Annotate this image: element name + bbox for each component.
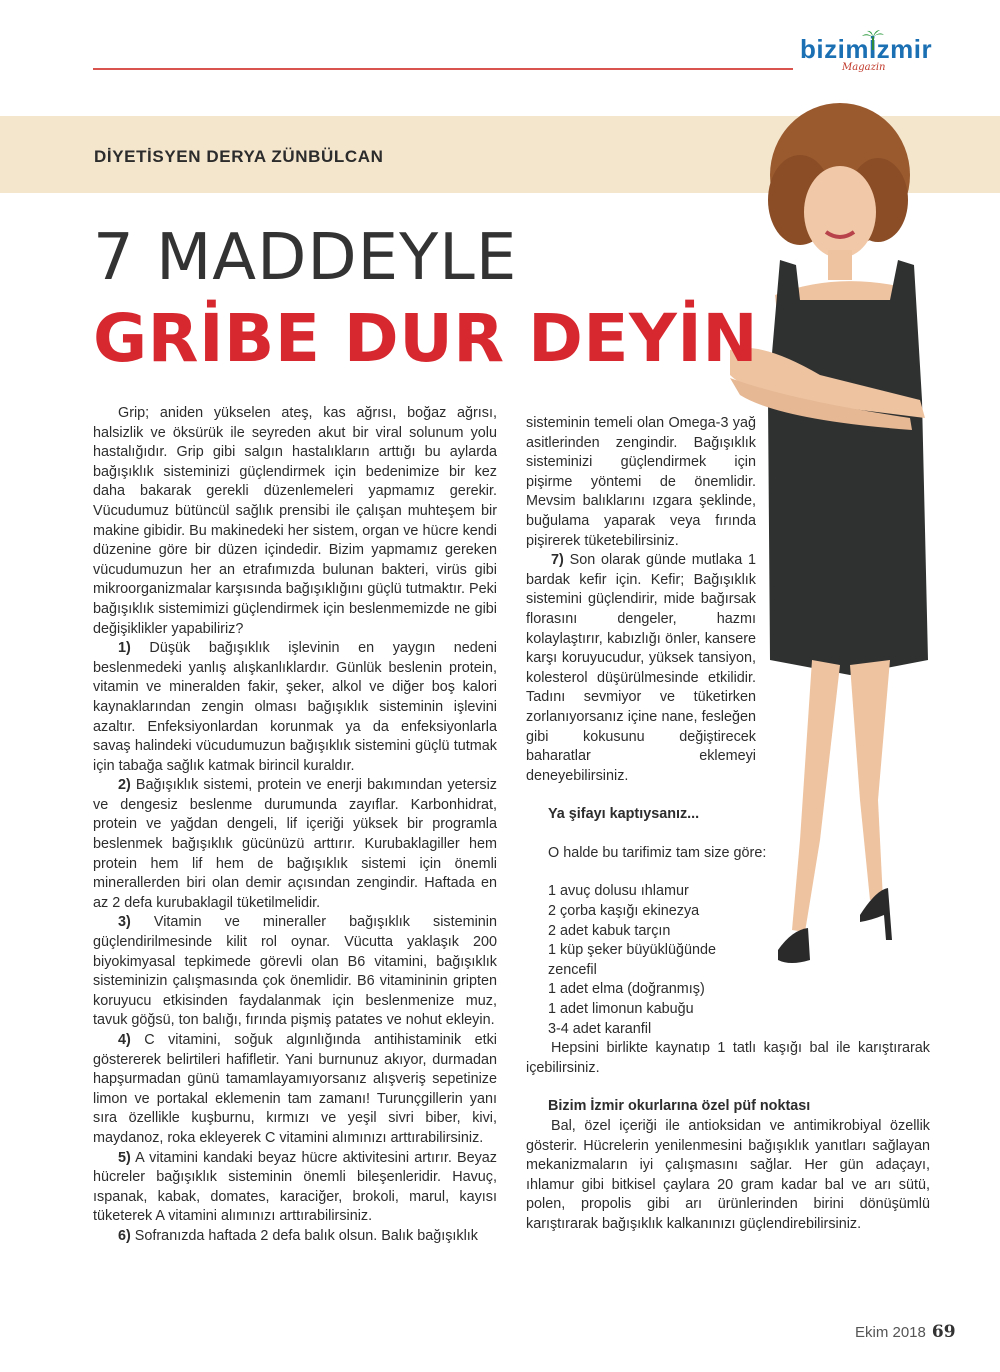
point-6 (93, 1227, 497, 1247)
list-item: 1 adet elma (doğranmış) (548, 981, 705, 998)
point-number: 4) (118, 1032, 131, 1048)
point-3 (93, 913, 497, 1031)
point-text: A vitamini kandaki beyaz hücre aktivitesini artırır. Beyaz hücreler bağışıklık sisteminin önemli bileşenleridir. Havuç, ıspanak, kabak, domates, karaciğer, brokoli, marul, kayısı tüketerek A vitamini alımınızı arttırabilirsiniz. (93, 1149, 497, 1225)
header-rule (93, 68, 793, 70)
point-number: 1) (118, 640, 131, 657)
logo-text: bizimİzmir (800, 34, 933, 64)
point-number: 3) (118, 914, 131, 931)
tip-heading: Bizim İzmir okurlarına özel püf noktası (548, 1098, 811, 1115)
list-item: 1 küp şeker büyüklüğünde (548, 942, 717, 959)
point-number: 2) (118, 777, 131, 794)
logo-subtitle: Magazin (842, 62, 886, 73)
recipe-outro: Hepsini birlikte kaynatıp 1 tatlı kaşığı bal ile karıştırarak içebilirsiniz. (526, 1040, 930, 1076)
point-text: Vitamin ve mineraller bağışıklık sisteminin güçlendirilmesinde kilit rol oynar. Vücutta yaklaşık 200 biyokimyasal tepkimede görevli olan B6 vitamini, bağışıklık sisteminizin çalışmasında çok önemlidir. B6 vitamininin gripten koruyucu etkisinden faydalanmak için beslenmenize muz, tavuk göğsü, ton balığı, fırında pişmiş patates ve nohut ekleyin. (93, 914, 497, 1029)
intro-paragraph: Grip; aniden yükselen ateş, kas ağrısı, boğaz ağrısı, halsizlik ve öksürük ile seyreden akut bir viral solunum yolu hastalığıdır. Grip gibi salgın hastalıkların arttığı bu aylarda bağışıklık sisteminizi güçlendirmek için bedenimize bir kez daha bakarak gerekli düzenlemeleri yapmamız gerekir. Vücudumuz bütüncül sağlık prensibi ile çalışan muhteşem bir makine gibidir. Bu makinedeki her sistem, organ ve hücre kendi düzenine göre bir düzen içindedir. Bizim yapmamız gereken vücudumuzun her an etrafımızda bulunan bakteri, virüs gibi mikroorganizmalar karşısında bağışıklığını güçlü tutmaktır. Peki bağışıklık sistemimizi güçlendirmek için beslenmemizde ne gibi değişiklikler yapabiliriz? (93, 405, 497, 637)
recipe-heading: Ya şifayı kaptıysanız... (548, 806, 700, 823)
point-text: Düşük bağışıklık işlevinin en yaygın nedeni beslenmedeki yanlış alışkanlıklardır. Günlük beslenin protein, vitamin ve mineralden fakir, şeker, alkol ve diğer boş kalori kaynaklarından zengin olması bağışıklık sisteminin işlevini azaltır. Enfeksiyonlardan korunmak ya da enfeksiyonlarla savaş halindeki vücudumuzun bağışıklık sistemini güçlü tutmak için tabağa sağlık katmak birincil kuraldır. (93, 640, 497, 774)
page-footer (855, 1322, 956, 1342)
ingredient-list (526, 882, 930, 1039)
point-text: C vitamini, soğuk algınlığında antihistaminik etki göstererek belirtileri hafifletir. Yani burnunuz akıyor, durmadan hapşurmadan günü tamamlayamıyorsanız alışveriş sepetinize limon ve portakal eklemenin tam zamanı! Turunçgillerin yanı sıra özellikle kuşburnu, kırmızı ve yeşil sivri biber, kivi, maydanoz, roka ekleyerek C vitamini alımınızı arttırabilirsiniz. (93, 1032, 497, 1146)
page-number: 69 (931, 1322, 956, 1342)
point-number: 6) (118, 1227, 131, 1244)
point-2 (93, 776, 497, 913)
list-item: 3-4 adet karanfil (548, 1020, 652, 1037)
list-item: 2 çorba kaşığı ekinezya (548, 903, 700, 920)
point-number: 5) (118, 1149, 131, 1166)
list-item: 2 adet kabuk tarçın (548, 922, 671, 939)
point-text: Son olarak günde mutlaka 1 bardak kefir için. Kefir; Bağışıklık sistemini güçlendirir, mide bağırsak florasını dengeler, hazmı kolaylaştırır, kabızlığı önler, kansere karşı koruyucudur, yüksek tansiyon, kolesterol düşürülmesinde etkilidir. Tadını sevmiyor ve tüketirken zorlanıyorsanız içine nane, fesleğen gibi kokusunu değiştirecek baharatlar eklemeyi deneyebilirsiniz. (526, 552, 756, 784)
brand-logo[interactable] (800, 34, 940, 82)
author-name: DİYETİSYEN DERYA ZÜNBÜLCAN (94, 147, 384, 166)
point-text: Sofranızda haftada 2 defa balık olsun. Balık bağışıklık (130, 1227, 478, 1244)
point-4 (93, 1031, 497, 1149)
point-text: Bağışıklık sistemi, protein ve enerji bakımından yetersiz ve dengesiz beslenme durumunda zayıflar. Karbonhidrat, protein ve yağdan dengeli, lif içeriği yüksek bir programla beslenmek bağışıklık gücünüzü arttırır. Kurubaklagiller hem protein hem lif hem de bağışıklık sistemi için önemli minerallerden biri olan demir açısından zengindir. Haftada en az 2 defa kurubaklagil tüketilmelidir. (93, 777, 497, 911)
article-left-column (93, 404, 497, 1247)
article-right-column (526, 414, 930, 1235)
list-item: 1 adet limonun kabuğu (548, 1001, 694, 1018)
tip-text: Bal, özel içeriği ile antioksidan ve antimikrobiyal özellik gösterir. Hücrelerin yenilenmesini bağışıklık yanıtları sağlayan mekanizmaların iyi çalışmasını sağlar. Her gün adaçayı, ıhlamur gibi bitkisel çaylara 20 gram kadar bal ve arı sütü, polen, propolis gibi arı ürünlerinden birini dönüşümlü karıştırarak bağışıklık kalkanınızı güçlendirebilirsiniz. (526, 1118, 930, 1232)
point-6-continued: sisteminin temeli olan Omega-3 yağ asitlerinden zengindir. Bağışıklık sisteminizi güçlendirmek için pişirme yöntemi de önemlidir. Mevsim balıklarını ızgara şeklinde, buğulama yaparak veya fırında pişirerek tüketebilirsiniz. (526, 415, 756, 549)
recipe-intro: O halde bu tarifimiz tam size göre: (548, 844, 767, 861)
point-1 (93, 639, 497, 776)
point-5 (93, 1149, 497, 1227)
point-7 (526, 551, 756, 786)
issue-month: Ekim 2018 (855, 1324, 926, 1341)
headline-line-2: GRİBE DUR DEYİN (93, 300, 759, 377)
point-number: 7) (551, 552, 564, 569)
list-item: zencefil (548, 961, 597, 978)
palm-tree-icon (862, 30, 884, 50)
headline-line-1: 7 MADDEYLE (93, 221, 518, 295)
list-item: 1 avuç dolusu ıhlamur (548, 883, 689, 900)
